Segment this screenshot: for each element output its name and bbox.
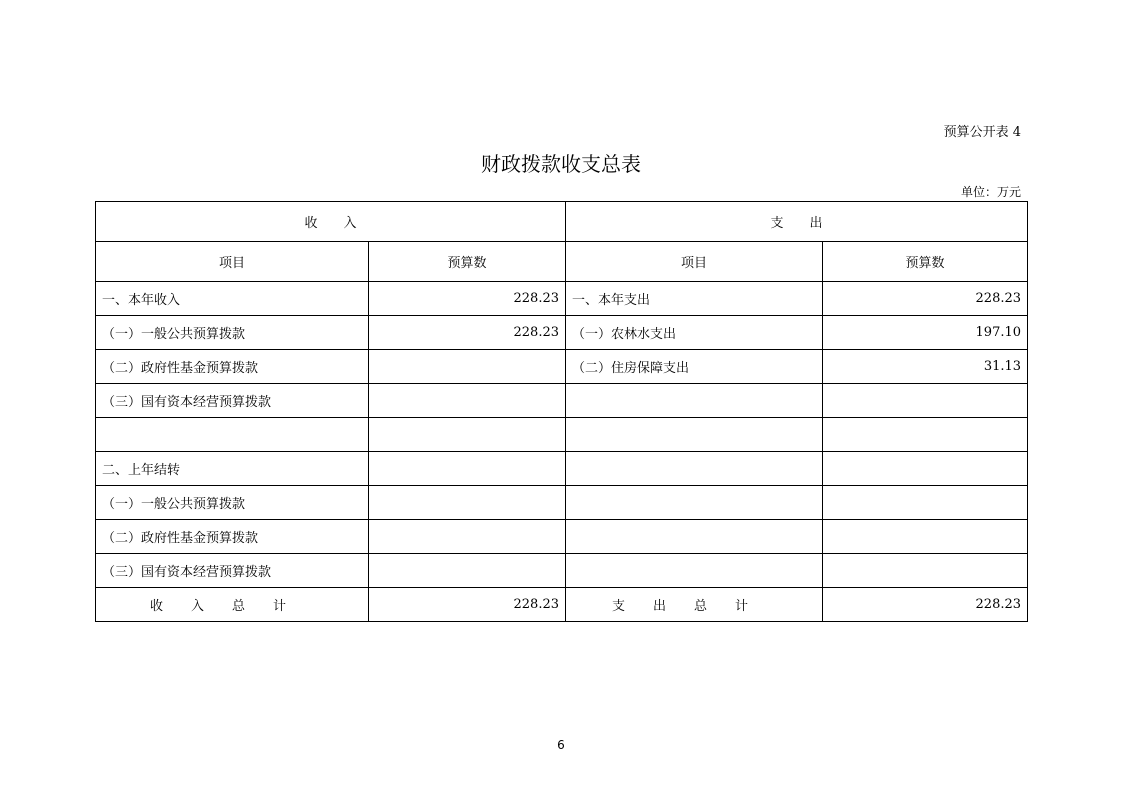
income-total-label: 收入总计 (96, 588, 369, 622)
income-value-cell (369, 384, 566, 418)
expense-value-cell (823, 452, 1028, 486)
income-budget-column-header: 预算数 (369, 242, 566, 282)
table-row (96, 452, 1028, 486)
expense-item-cell (566, 554, 823, 588)
table-row (96, 350, 1028, 384)
budget-table (95, 201, 1028, 622)
income-value-cell (369, 418, 566, 452)
table-row (96, 316, 1028, 350)
expense-item-cell: （二）住房保障支出 (566, 350, 823, 384)
table-column-header-row (96, 242, 1028, 282)
expense-item-cell: 一、本年支出 (566, 282, 823, 316)
page-title: 财政拨款收支总表 (481, 152, 641, 176)
income-item-cell: （二）政府性基金预算拨款 (96, 520, 369, 554)
expense-total-value: 228.23 (823, 588, 1028, 622)
income-value-cell: 228.23 (369, 282, 566, 316)
expense-item-cell (566, 418, 823, 452)
unit-label: 单位：万元 (960, 185, 1021, 199)
income-value-cell (369, 520, 566, 554)
income-item-cell: （三）国有资本经营预算拨款 (96, 554, 369, 588)
table-row (96, 486, 1028, 520)
income-item-cell: 二、上年结转 (96, 452, 369, 486)
table-row (96, 384, 1028, 418)
expense-value-cell (823, 384, 1028, 418)
income-value-cell (369, 452, 566, 486)
form-number: 预算公开表 4 (943, 125, 1021, 140)
income-item-cell (96, 418, 369, 452)
table-row (96, 520, 1028, 554)
expense-item-cell (566, 486, 823, 520)
income-total-value: 228.23 (369, 588, 566, 622)
table-row (96, 554, 1028, 588)
expense-value-cell (823, 520, 1028, 554)
income-item-cell: （一）一般公共预算拨款 (96, 316, 369, 350)
income-value-cell: 228.23 (369, 316, 566, 350)
expense-value-cell (823, 554, 1028, 588)
expense-total-label: 支出总计 (566, 588, 823, 622)
income-section-header: 收 入 (96, 202, 566, 242)
expense-value-cell (823, 418, 1028, 452)
income-item-cell: （一）一般公共预算拨款 (96, 486, 369, 520)
expense-item-column-header: 项目 (566, 242, 823, 282)
total-row (96, 588, 1028, 622)
expense-item-cell: （一）农林水支出 (566, 316, 823, 350)
expense-value-cell: 197.10 (823, 316, 1028, 350)
income-value-cell (369, 486, 566, 520)
expense-value-cell: 31.13 (823, 350, 1028, 384)
expense-item-cell (566, 452, 823, 486)
income-item-cell: 一、本年收入 (96, 282, 369, 316)
page-number: 6 (557, 738, 565, 752)
income-item-column-header: 项目 (96, 242, 369, 282)
expense-value-cell: 228.23 (823, 282, 1028, 316)
income-value-cell (369, 554, 566, 588)
table-row (96, 418, 1028, 452)
table-group-header-row (96, 202, 1028, 242)
expense-section-header: 支 出 (566, 202, 1028, 242)
expense-item-cell (566, 520, 823, 554)
expense-item-cell (566, 384, 823, 418)
income-item-cell: （三）国有资本经营预算拨款 (96, 384, 369, 418)
expense-value-cell (823, 486, 1028, 520)
table-row (96, 282, 1028, 316)
income-item-cell: （二）政府性基金预算拨款 (96, 350, 369, 384)
expense-budget-column-header: 预算数 (823, 242, 1028, 282)
income-value-cell (369, 350, 566, 384)
